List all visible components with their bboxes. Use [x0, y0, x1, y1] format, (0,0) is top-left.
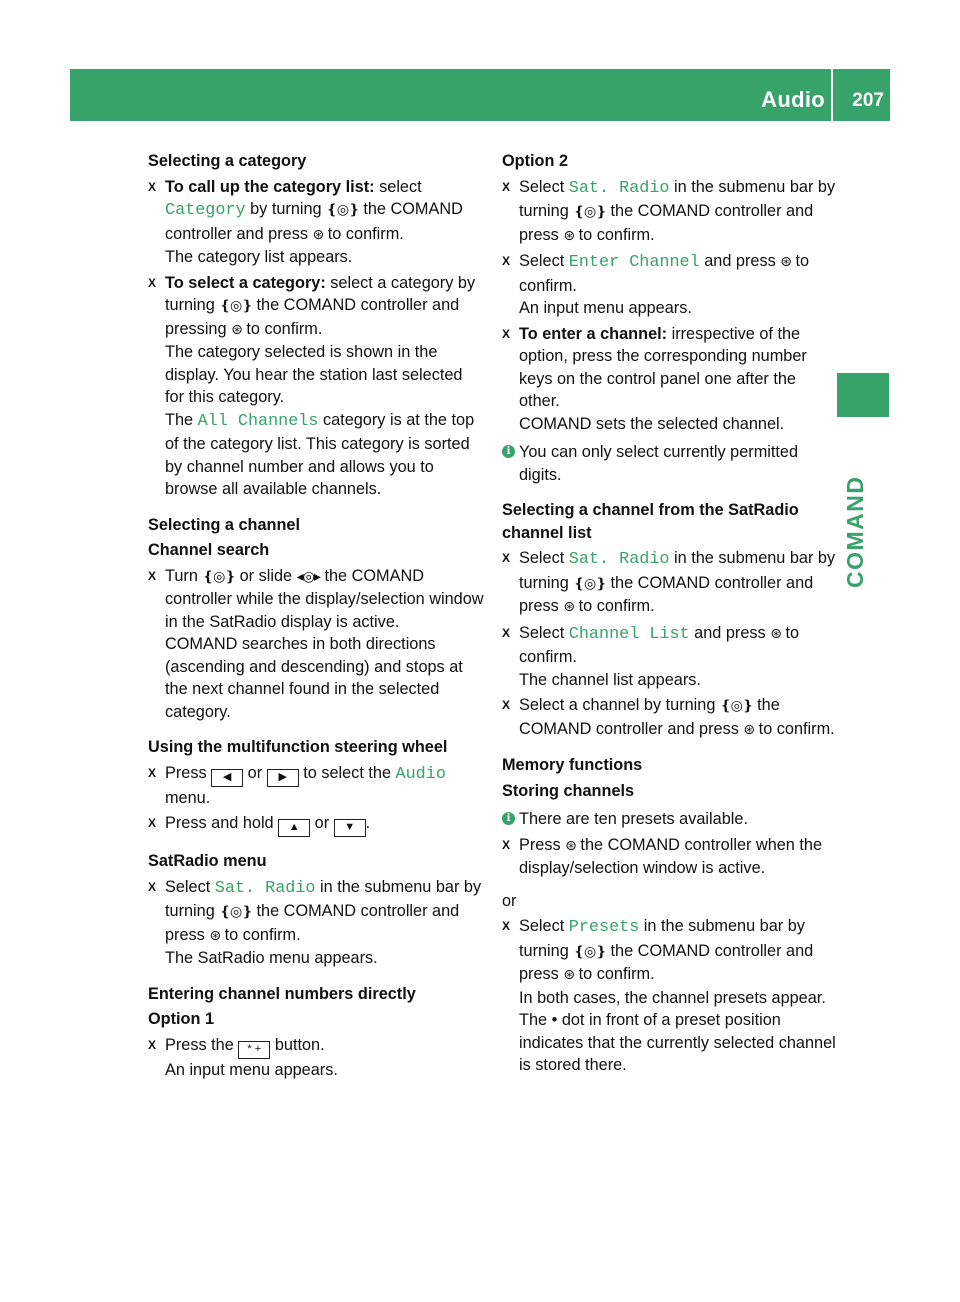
left-key-icon: ◀ — [211, 769, 243, 787]
step-text: Select — [519, 177, 569, 196]
menu-item-enter-channel: Enter Channel — [568, 253, 700, 272]
preset-dot-icon: • — [551, 1011, 558, 1029]
section-title: Audio — [761, 87, 825, 112]
step-text: to confirm. — [754, 719, 835, 738]
step-text: dot in front of a preset position indicates that the currently selected channel is stored there. — [519, 1011, 836, 1074]
or-text: or — [502, 891, 517, 910]
step-select-channel-list — [502, 622, 836, 692]
step-text: The — [165, 410, 198, 429]
arrow-step-icon — [502, 694, 510, 717]
step-select-sat-radio-2 — [502, 176, 836, 248]
menu-item-channel-list: Channel List — [568, 624, 690, 644]
step-select-sat-radio-3 — [502, 547, 836, 619]
heading-option-1: Option 1 — [148, 1010, 215, 1028]
menu-item-sat-radio: Sat. Radio — [568, 178, 670, 198]
arrow-step-icon — [502, 915, 510, 938]
turn-controller-icon: ❴◎❵ — [719, 698, 753, 714]
step-result: The category list appears. — [165, 248, 353, 266]
step-press-audio — [148, 762, 484, 810]
menu-item-category: Category — [165, 201, 246, 220]
heading-channel-list: Selecting a channel from the SatRadio channel list — [502, 501, 799, 542]
step-result: The channel list appears. — [519, 670, 701, 689]
step-text: or — [310, 814, 334, 832]
step-text: to confirm. — [519, 623, 800, 666]
side-tab-label: COMAND — [842, 475, 868, 588]
heading-selecting-category: Selecting a category — [148, 152, 307, 170]
step-text: . — [365, 814, 371, 832]
arrow-step-icon — [148, 1034, 156, 1057]
heading-storing-channels: Storing channels — [502, 781, 635, 800]
step-text: Select — [519, 623, 569, 642]
slide-controller-icon: ◂◎▸ — [296, 568, 320, 585]
step-text: by turning — [245, 200, 327, 218]
header-separator — [831, 69, 833, 121]
step-label: To select a category: — [165, 273, 326, 292]
turn-controller-icon: ❴◎❵ — [326, 202, 359, 218]
arrow-step-icon — [148, 876, 156, 899]
step-text: in the submenu bar by turning — [519, 177, 836, 220]
press-controller-icon: ⊛ — [563, 599, 575, 615]
step-text: button. — [270, 1035, 325, 1054]
step-text: the COMAND controller and press — [519, 573, 814, 615]
step-result: COMAND searches in both directions (ascending and descending) and stops at the next channel found in the selected category. — [165, 635, 463, 721]
step-text: select a category by turning — [165, 273, 476, 314]
step-text: in the submenu bar by turning — [165, 877, 482, 920]
step-text: Select — [165, 877, 215, 896]
step-text: the COMAND controller when the display/selection window is active. — [519, 835, 823, 877]
heading-option-2: Option 2 — [502, 152, 569, 170]
step-text: Select — [519, 549, 569, 567]
step-label: To call up the category list: — [165, 177, 375, 196]
step-text: menu. — [165, 788, 211, 807]
step-text: the COMAND controller and press — [165, 902, 460, 944]
step-text: the COMAND controller and pressing — [165, 296, 460, 338]
step-label: To enter a channel: — [519, 324, 668, 343]
right-key-icon: ▶ — [267, 769, 299, 787]
press-controller-icon: ⊛ — [563, 227, 575, 244]
arrow-step-icon — [148, 176, 156, 199]
step-select-a-channel — [502, 694, 836, 741]
step-channel-search — [148, 565, 484, 724]
press-controller-icon: ⊛ — [565, 837, 576, 854]
step-result: The SatRadio menu appears. — [165, 949, 378, 967]
arrow-step-icon — [502, 834, 510, 857]
press-controller-icon: ⊛ — [231, 321, 242, 338]
step-text: to confirm. — [574, 225, 655, 244]
step-text: to select the — [298, 763, 396, 782]
step-text: The — [519, 1011, 552, 1029]
step-text: and press — [699, 252, 781, 270]
press-controller-icon: ⊛ — [209, 927, 221, 944]
note-ten-presets — [502, 808, 836, 831]
step-text: the COMAND controller and press — [165, 200, 463, 243]
step-text: Press and hold — [165, 814, 279, 832]
menu-item-sat-radio: Sat. Radio — [568, 550, 670, 569]
step-text: the COMAND controller and press — [519, 202, 814, 244]
note-permitted-digits — [502, 441, 836, 486]
step-select-category — [148, 272, 484, 501]
page-number: 207 — [852, 90, 884, 111]
turn-controller-icon: ❴◎❵ — [573, 575, 606, 592]
step-text: category is at the top of the category list. This category is sorted by channel number and allows you to browse all available channels. — [165, 410, 475, 498]
turn-controller-icon: ❴◎❵ — [202, 568, 236, 585]
step-text: in the submenu bar by turning — [519, 549, 836, 592]
step-text: select — [374, 177, 422, 196]
arrow-step-icon — [502, 622, 510, 645]
note-text: You can only select currently permitted digits. — [519, 443, 799, 484]
press-controller-icon: ⊛ — [312, 226, 324, 243]
step-result: An input menu appears. — [519, 299, 692, 317]
step-select-enter-channel — [502, 250, 836, 320]
press-controller-icon: ⊛ — [770, 625, 781, 642]
heading-steering-wheel: Using the multifunction steering wheel — [148, 738, 448, 756]
down-key-icon: ▼ — [334, 819, 366, 837]
arrow-step-icon — [502, 547, 510, 570]
heading-memory-functions: Memory functions — [502, 756, 643, 774]
turn-controller-icon: ❴◎❵ — [219, 904, 252, 920]
step-call-category-list — [148, 176, 484, 269]
heading-selecting-channel: Selecting a channel — [148, 515, 301, 534]
side-tab — [837, 373, 889, 417]
arrow-step-icon — [502, 323, 510, 346]
step-press-controller — [502, 834, 836, 880]
step-result: In both cases, the channel presets appear. — [519, 988, 826, 1007]
step-press-star-button — [148, 1034, 484, 1082]
up-key-icon: ▲ — [278, 819, 310, 837]
press-controller-icon: ⊛ — [563, 967, 575, 983]
step-text: to confirm. — [323, 224, 404, 243]
arrow-step-icon — [148, 272, 156, 295]
step-text: Select — [519, 252, 569, 270]
star-key-icon: * + — [238, 1041, 270, 1059]
info-icon: i — [502, 812, 515, 825]
press-controller-icon: ⊛ — [743, 721, 755, 738]
step-text: to confirm. — [220, 925, 301, 944]
step-text: Press — [519, 835, 566, 854]
heading-channel-search: Channel search — [148, 541, 270, 559]
step-text: and press — [689, 623, 771, 642]
step-text: or slide — [235, 566, 297, 585]
step-text: to confirm. — [574, 965, 655, 983]
step-text: Turn — [165, 566, 203, 585]
arrow-step-icon — [502, 250, 510, 273]
step-text: to confirm. — [241, 319, 323, 338]
step-select-sat-radio — [148, 876, 484, 970]
heading-satradio-menu: SatRadio menu — [148, 852, 267, 870]
info-icon: i — [502, 445, 515, 458]
turn-controller-icon: ❴◎❵ — [573, 204, 606, 220]
heading-entering-channel-numbers: Entering channel numbers directly — [148, 984, 416, 1003]
step-text: to confirm. — [574, 597, 655, 615]
step-enter-channel — [502, 323, 836, 436]
menu-item-sat-radio: Sat. Radio — [214, 878, 316, 898]
note-text: There are ten presets available. — [519, 810, 748, 828]
menu-item-presets: Presets — [568, 918, 640, 937]
turn-controller-icon: ❴◎❵ — [573, 943, 606, 960]
step-text: Select a channel by turning — [519, 696, 720, 714]
header-bar — [70, 69, 890, 121]
turn-controller-icon: ❴◎❵ — [219, 298, 252, 314]
step-text: the COMAND controller and press — [519, 696, 780, 738]
step-result: The category selected is shown in the display. You hear the station last selected for this category. — [165, 343, 463, 406]
step-text: or — [243, 763, 267, 782]
step-text: the COMAND controller while the display/selection window in the SatRadio display is active. — [165, 566, 484, 631]
step-text: irrespective of the option, press the corresponding number keys on the control panel one after the other. — [519, 324, 807, 410]
right-column — [502, 150, 836, 1077]
step-text: the COMAND controller and press — [519, 941, 814, 983]
menu-item-all-channels: All Channels — [197, 411, 319, 431]
arrow-step-icon — [148, 565, 156, 588]
step-text: Press — [165, 763, 212, 782]
arrow-step-icon — [148, 812, 156, 835]
step-text: in the submenu bar by turning — [519, 917, 805, 960]
step-text: to confirm. — [519, 252, 810, 295]
arrow-step-icon — [148, 762, 156, 785]
menu-item-audio: Audio — [395, 764, 446, 784]
press-controller-icon: ⊛ — [780, 254, 791, 270]
step-text: Press the — [165, 1035, 239, 1054]
step-result: COMAND sets the selected channel. — [519, 414, 785, 433]
arrow-step-icon — [502, 176, 510, 199]
step-result: An input menu appears. — [165, 1060, 338, 1079]
step-press-hold — [148, 812, 484, 837]
step-select-presets — [502, 915, 836, 1077]
step-text: Select — [519, 917, 569, 935]
left-column — [148, 150, 484, 1081]
